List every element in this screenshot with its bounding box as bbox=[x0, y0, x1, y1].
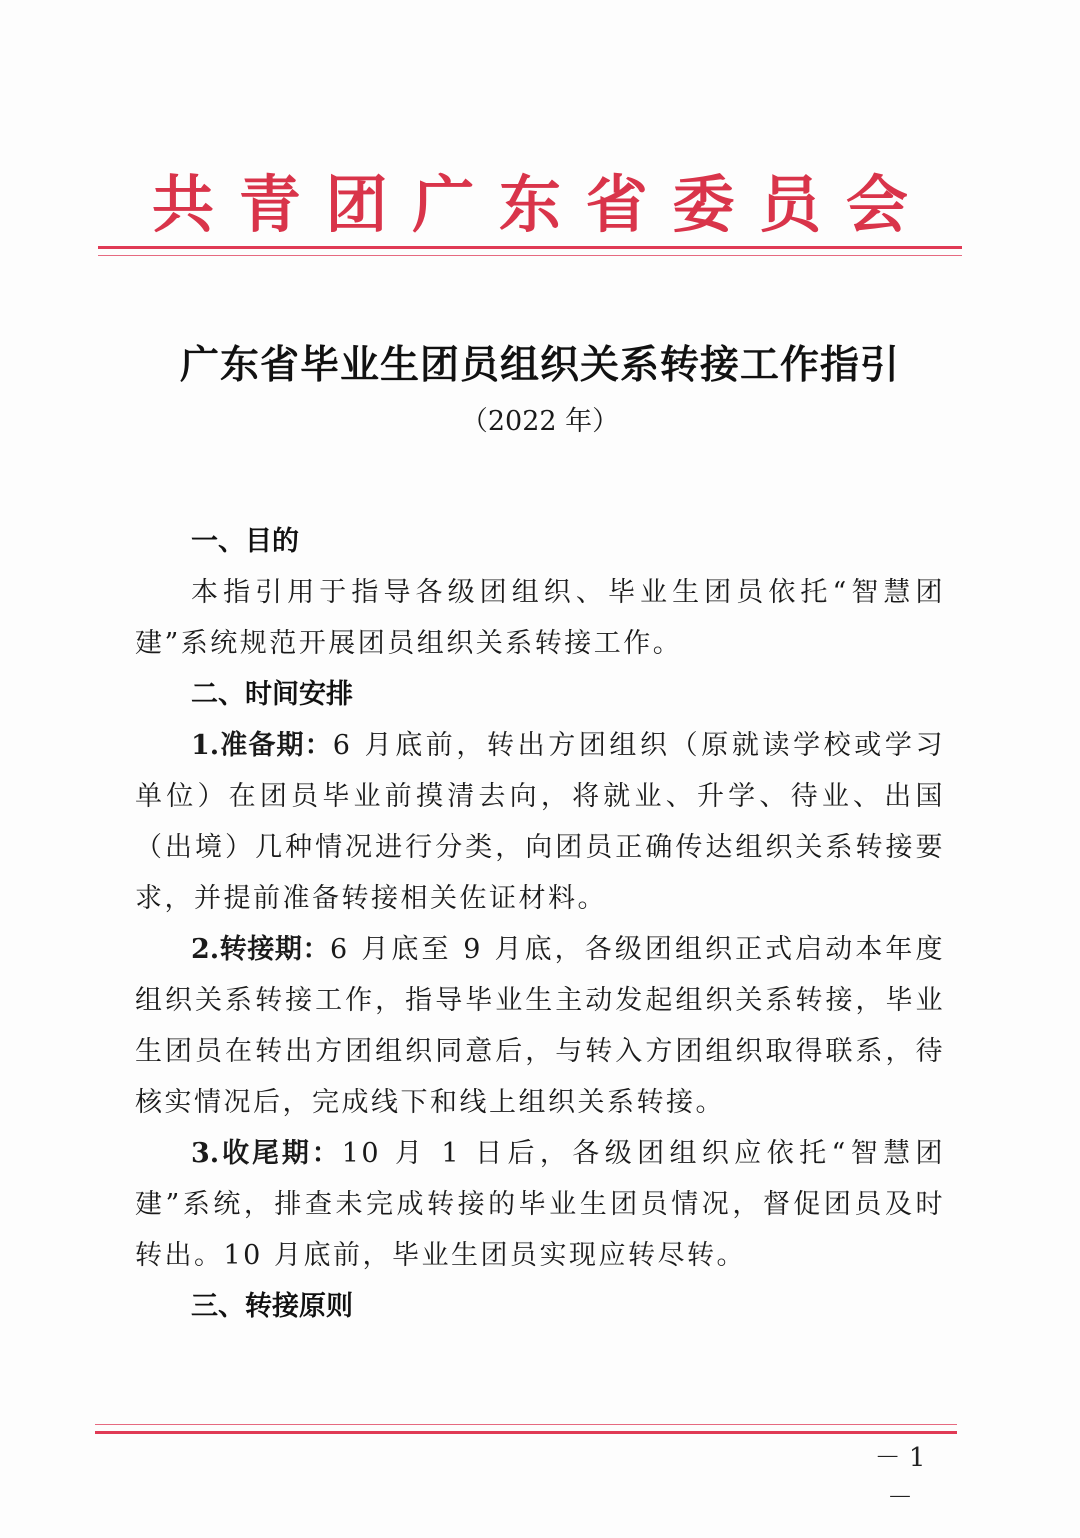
section-heading: 三、转接原则 bbox=[191, 1291, 353, 1322]
paragraph-label: 3.收尾期： bbox=[191, 1138, 342, 1169]
masthead-char: 东 bbox=[498, 168, 561, 241]
masthead-char: 会 bbox=[845, 168, 908, 241]
document-body bbox=[135, 516, 945, 1332]
masthead-char: 青 bbox=[238, 168, 301, 241]
paragraph-text: 本指引用于指导各级团组织、毕业生团员依托“智慧团建”系统规范开展团员组织关系转接工作。 bbox=[135, 577, 945, 659]
body-paragraph bbox=[135, 720, 945, 924]
masthead-char: 委 bbox=[672, 168, 735, 241]
paragraph-text: 10 月 1 日后，各级团组织应依托“智慧团建”系统，排查未完成转接的毕业生团员情况，督促团员及时转出。10 月底前，毕业生团员实现应转尽转。 bbox=[135, 1138, 946, 1271]
body-paragraph bbox=[135, 924, 945, 1128]
masthead-char: 共 bbox=[152, 168, 215, 241]
paragraph-label: 1.准备期： bbox=[191, 730, 333, 761]
masthead-char: 团 bbox=[325, 168, 388, 241]
section-heading: 一、目的 bbox=[191, 526, 299, 557]
header-red-rule-thick bbox=[98, 246, 962, 249]
document-year: （2022 年） bbox=[460, 406, 620, 437]
document-title: 广东省毕业生团员组织关系转接工作指引 bbox=[179, 343, 900, 388]
masthead-char: 广 bbox=[412, 168, 475, 241]
body-paragraph bbox=[135, 567, 945, 669]
masthead bbox=[100, 168, 960, 242]
masthead-char: 员 bbox=[759, 168, 822, 241]
page-number: － 1 － bbox=[874, 1443, 926, 1513]
footer-red-rule-thick bbox=[95, 1431, 957, 1434]
footer-red-rule-thin bbox=[95, 1424, 957, 1425]
body-paragraph bbox=[135, 1128, 945, 1281]
section-heading: 二、时间安排 bbox=[191, 679, 353, 710]
paragraph-text: 6 月底至 9 月底，各级团组织正式启动本年度组织关系转接工作，指导毕业生主动发起组织关系转接，毕业生团员在转出方团组织同意后，与转入方团组织取得联系，待核实情况后，完成线下和线上组织关系转接。 bbox=[135, 934, 945, 1118]
paragraph-label: 2.转接期： bbox=[191, 934, 331, 965]
header-red-rule-thin bbox=[98, 255, 962, 256]
paragraph-text: 6 月底前，转出方团组织（原就读学校或学习单位）在团员毕业前摸清去向，将就业、升学、待业、出国（出境）几种情况进行分类，向团员正确传达组织关系转接要求，并提前准备转接相关佐证材料。 bbox=[135, 730, 945, 914]
masthead-char: 省 bbox=[585, 168, 648, 241]
